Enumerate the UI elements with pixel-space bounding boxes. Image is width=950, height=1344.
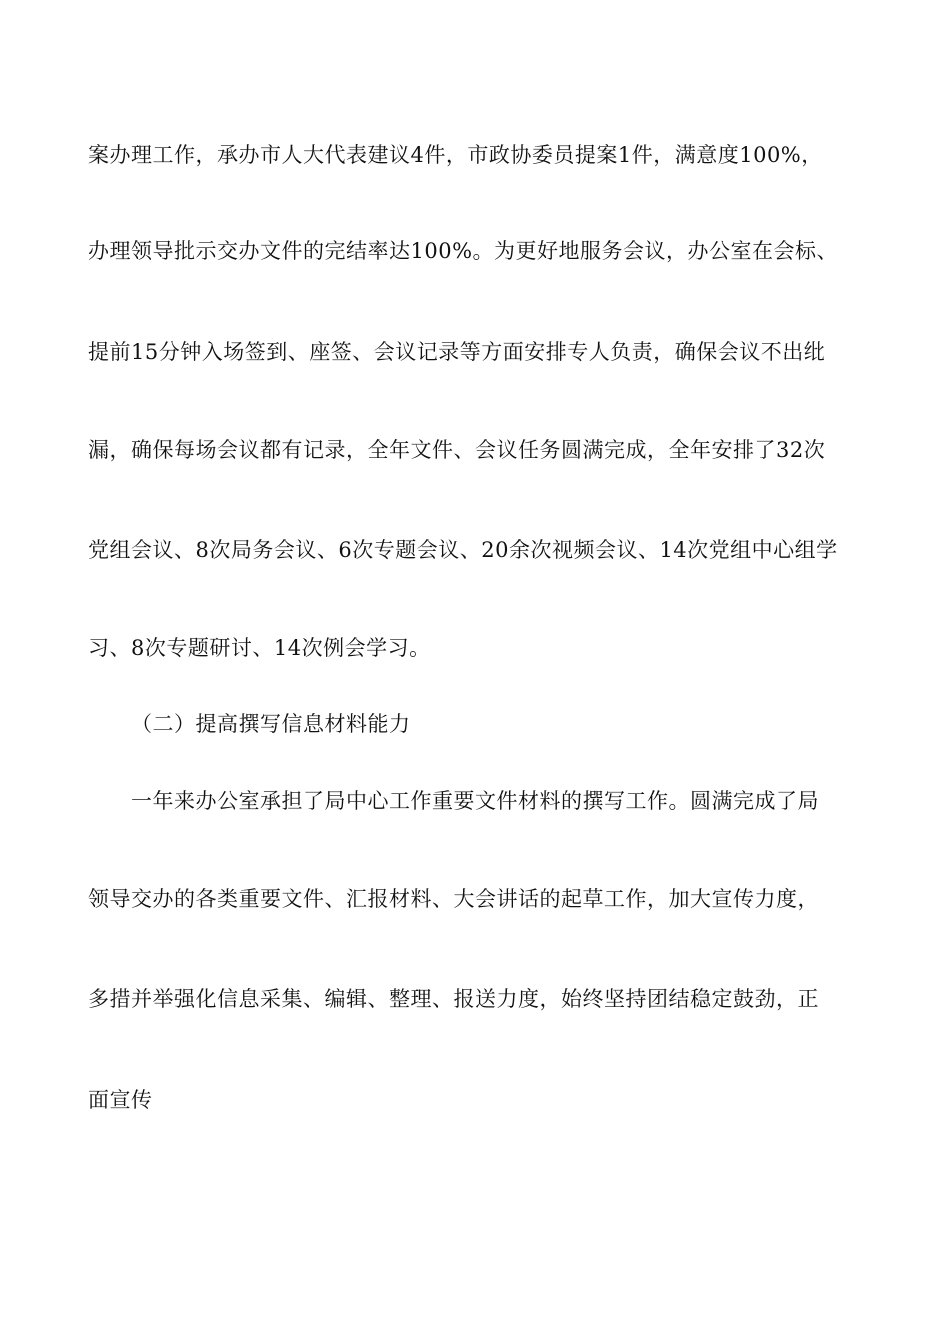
paragraph2-line-4: 面宣传 (88, 1088, 153, 1112)
paragraph2-line-1: 一年来办公室承担了局中心工作重要文件材料的撰写工作。圆满完成了局 (131, 789, 819, 813)
paragraph-line-6: 习、8次专题研讨、14次例会学习。 (88, 636, 431, 660)
paragraph2-line-3: 多措并举强化信息采集、编辑、整理、报送力度，始终坚持团结稳定鼓劲，正 (88, 987, 819, 1011)
paragraph-line-1: 案办理工作，承办市人大代表建议4件，市政协委员提案1件，满意度100%， (88, 143, 823, 167)
section-heading: （二）提高撰写信息材料能力 (131, 712, 411, 736)
paragraph2-line-2: 领导交办的各类重要文件、汇报材料、大会讲话的起草工作，加大宣传力度， (88, 887, 819, 911)
paragraph-line-3: 提前15分钟入场签到、座签、会议记录等方面安排专人负责，确保会议不出纰 (88, 340, 826, 364)
paragraph-line-4: 漏，确保每场会议都有记录，全年文件、会议任务圆满完成，全年安排了32次 (88, 438, 826, 462)
paragraph-line-2: 办理领导批示交办文件的完结率达100%。为更好地服务会议，办公室在会标、 (88, 239, 839, 263)
paragraph-line-5: 党组会议、8次局务会议、6次专题会议、20余次视频会议、14次党组中心组学 (88, 538, 838, 562)
